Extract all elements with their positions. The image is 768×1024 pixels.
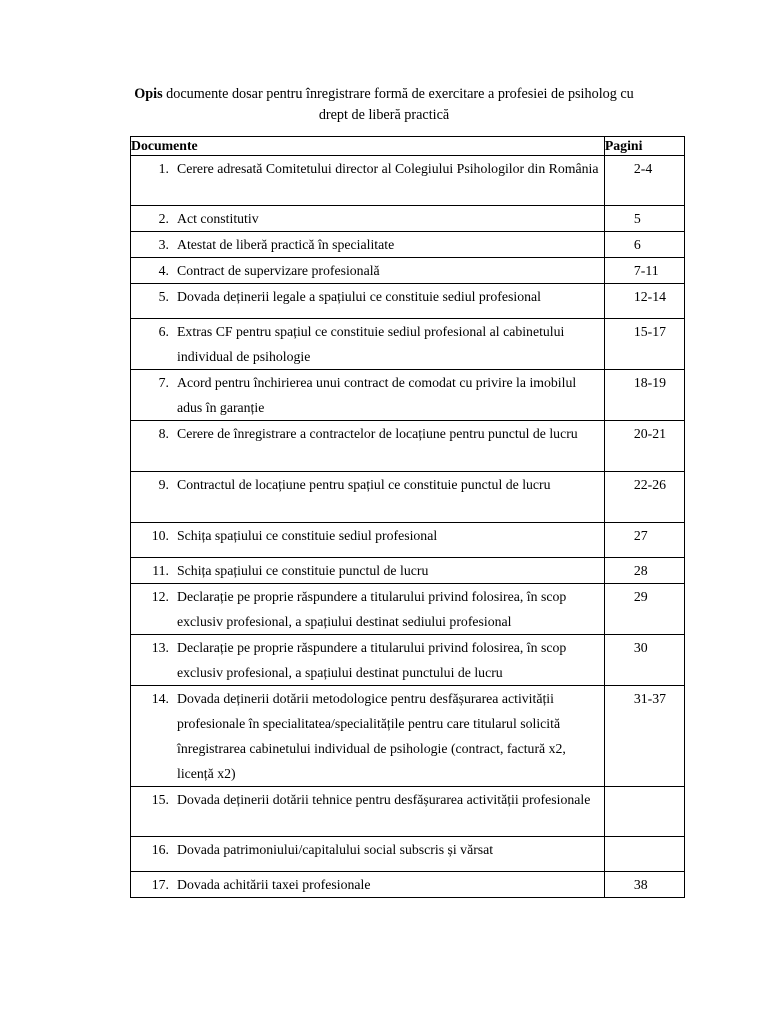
row-document: Schița spațiului ce constituie sediul profesional — [177, 528, 438, 543]
table-row — [131, 156, 685, 206]
row-pages: 38 — [633, 877, 648, 892]
table-header-row — [131, 137, 685, 156]
row-document: Acord pentru închirierea unui contract de comodat cu privire la imobilul adus în garanție — [177, 375, 577, 415]
title-bold-word: Opis — [134, 86, 163, 102]
row-pages: 30 — [633, 640, 648, 655]
row-pages: 6 — [633, 237, 641, 252]
row-document: Extras CF pentru spațiul ce constituie sediul profesional al cabinetului individual de psihologie — [177, 324, 565, 364]
row-number: 8. — [158, 426, 169, 441]
header-pages: Pagini — [604, 137, 684, 156]
row-document: Declarație pe proprie răspundere a titularului privind folosirea, în scop exclusiv profesional, a spațiului destinat punctului de lucru — [177, 640, 567, 680]
row-document: Cerere de înregistrare a contractelor de locațiune pentru punctul de lucru — [177, 426, 578, 441]
row-number: 10. — [151, 528, 169, 543]
row-document: Dovada deținerii dotării tehnice pentru desfășurarea activității profesionale — [177, 792, 591, 807]
row-document: Dovada patrimoniului/capitalului social subscris și vărsat — [177, 842, 494, 857]
row-pages: 2-4 — [633, 161, 653, 176]
table-row — [131, 686, 685, 787]
row-pages: 29 — [633, 589, 648, 604]
row-number: 16. — [151, 842, 169, 857]
table-row — [131, 258, 685, 284]
table-row — [131, 370, 685, 421]
row-number: 13. — [151, 640, 169, 655]
row-pages: 27 — [633, 528, 648, 543]
table-row — [131, 523, 685, 558]
row-number: 15. — [151, 792, 169, 807]
title-line-1: documente dosar pentru înregistrare formă de exercitare a profesiei de psiholog cu — [162, 86, 634, 102]
row-pages: 31-37 — [633, 691, 667, 706]
row-document: Dovada deținerii dotării metodologice pentru desfășurarea activității profesionale în specialitatea/specialitățile pentru care titularul solicită înregistrarea cabinetului individual de psihologie (contract, factură x2, licență x2) — [177, 691, 566, 781]
row-pages: 20-21 — [633, 426, 667, 441]
table-row — [131, 421, 685, 472]
table-row — [131, 635, 685, 686]
table-row — [131, 472, 685, 523]
row-document: Dovada deținerii legale a spațiului ce constituie sediul profesional — [177, 289, 541, 304]
row-number: 7. — [158, 375, 169, 390]
row-number: 5. — [158, 289, 169, 304]
header-documents: Documente — [131, 137, 605, 156]
row-document: Atestat de liberă practică în specialitate — [177, 237, 395, 252]
row-pages: 15-17 — [633, 324, 667, 339]
table-row — [131, 837, 685, 872]
row-number: 12. — [151, 589, 169, 604]
row-pages: 18-19 — [633, 375, 667, 390]
row-document: Contract de supervizare profesională — [177, 263, 380, 278]
row-document: Cerere adresată Comitetului director al Colegiului Psihologilor din România — [177, 161, 599, 176]
documents-table — [130, 136, 685, 898]
row-number: 4. — [158, 263, 169, 278]
row-number: 3. — [158, 237, 169, 252]
table-row — [131, 206, 685, 232]
row-pages: 5 — [633, 211, 641, 226]
table-row — [131, 232, 685, 258]
table-row — [131, 787, 685, 837]
row-document: Dovada achitării taxei profesionale — [177, 877, 371, 892]
table-row — [131, 319, 685, 370]
row-document: Declarație pe proprie răspundere a titularului privind folosirea, în scop exclusiv profesional, a spațiului destinat sediului profesional — [177, 589, 567, 629]
title-line-2: drept de liberă practică — [318, 107, 450, 123]
document-title — [110, 84, 658, 126]
row-document: Schița spațiului ce constituie punctul de lucru — [177, 563, 429, 578]
row-document: Contractul de locațiune pentru spațiul ce constituie punctul de lucru — [177, 477, 551, 492]
table-row — [131, 584, 685, 635]
row-document: Act constitutiv — [177, 211, 259, 226]
row-pages: 12-14 — [633, 289, 667, 304]
row-number: 9. — [158, 477, 169, 492]
row-number: 17. — [151, 877, 169, 892]
row-pages: 22-26 — [633, 477, 667, 492]
row-pages: 7-11 — [633, 263, 659, 278]
row-number: 1. — [158, 161, 169, 176]
row-number: 14. — [151, 691, 169, 706]
table-row — [131, 284, 685, 319]
row-number: 2. — [158, 211, 169, 226]
row-pages: 28 — [633, 563, 648, 578]
table-row — [131, 872, 685, 898]
row-number: 11. — [152, 563, 169, 578]
row-number: 6. — [158, 324, 169, 339]
table-row — [131, 558, 685, 584]
